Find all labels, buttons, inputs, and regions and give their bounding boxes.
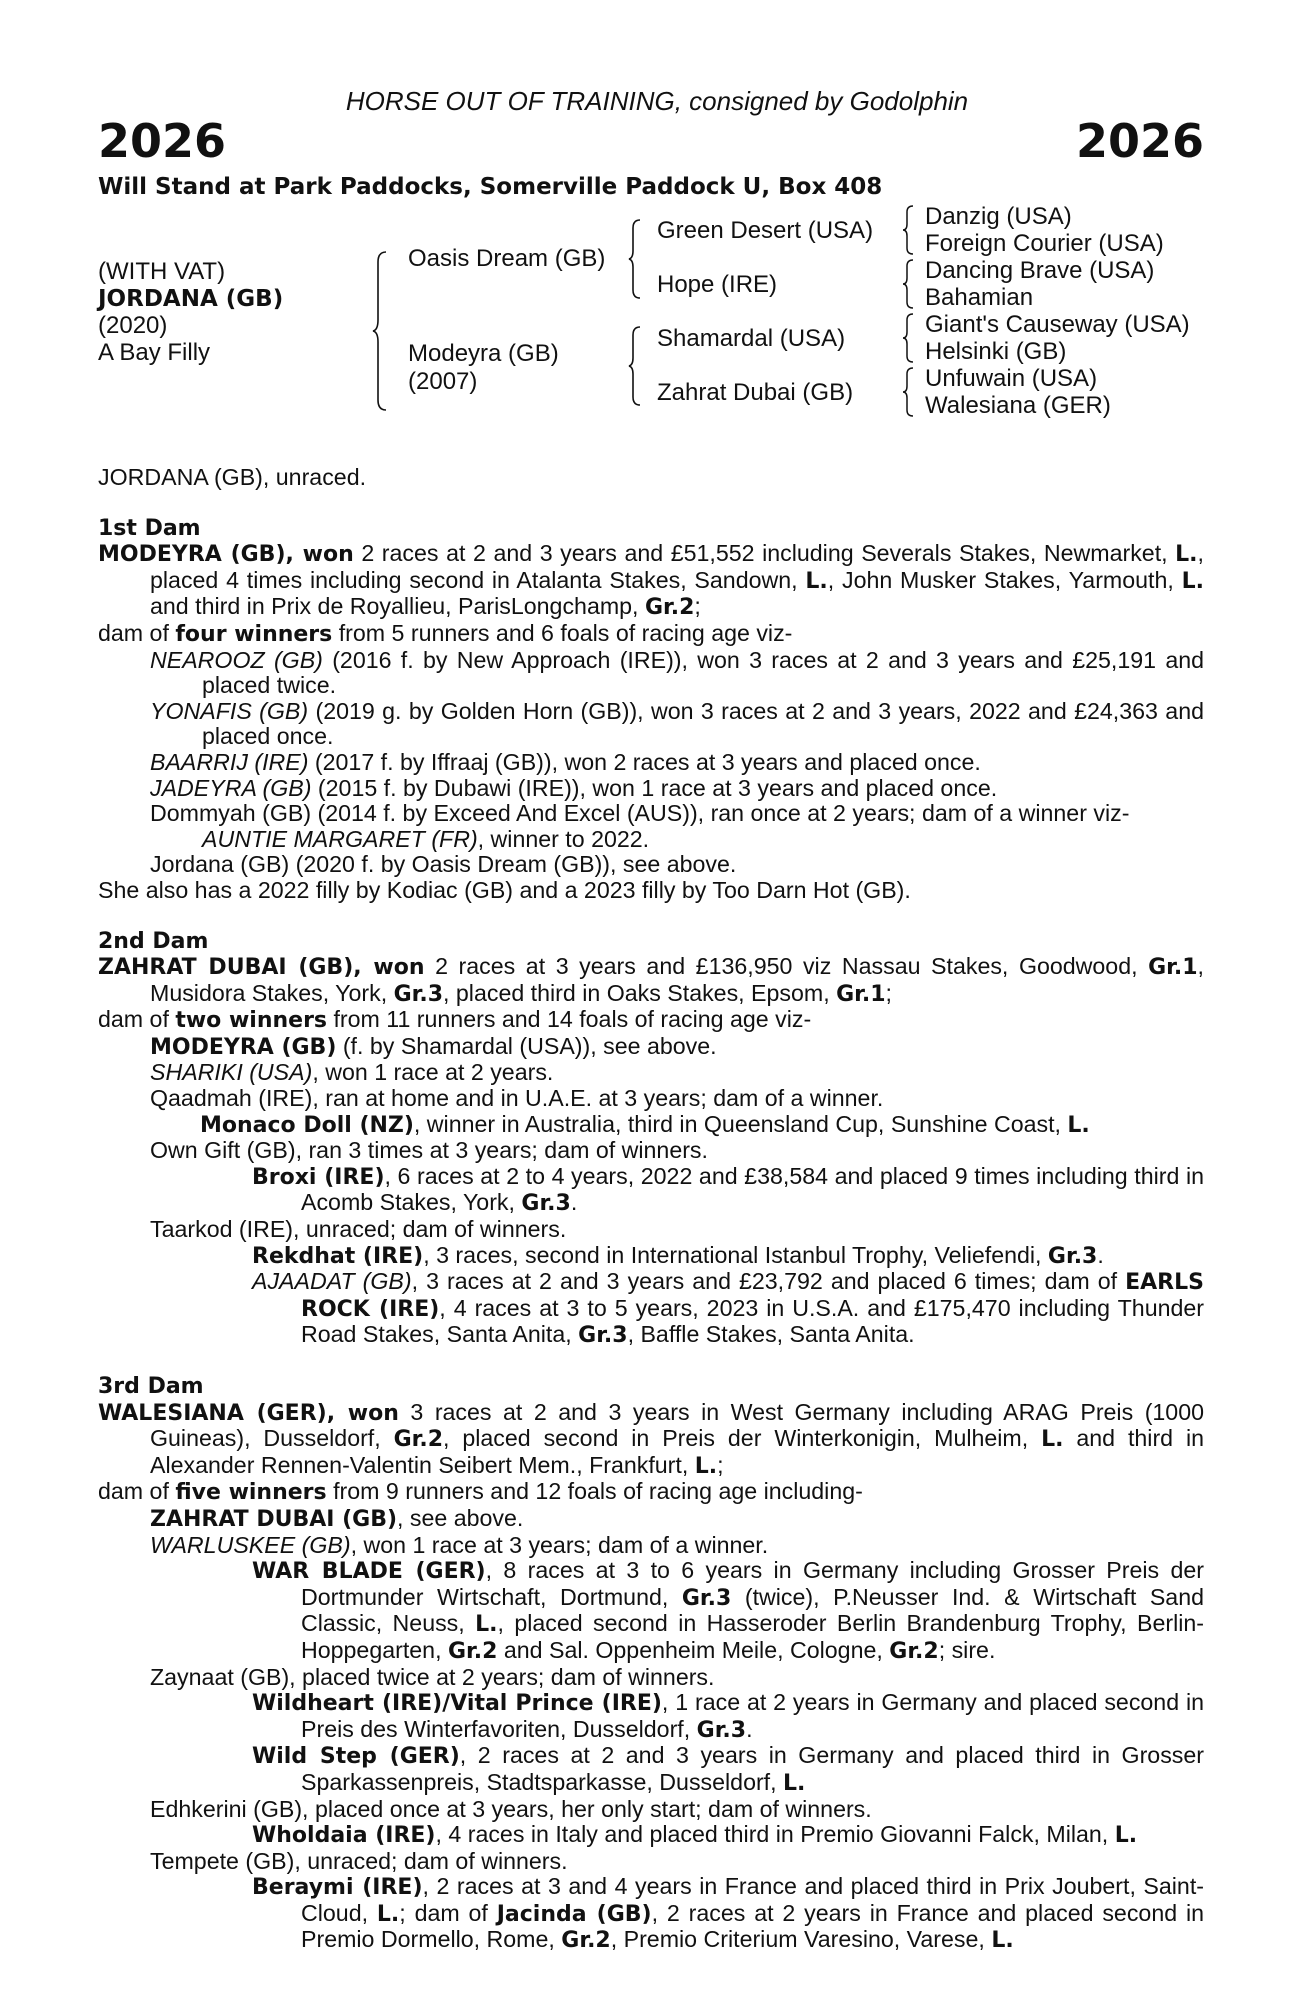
- dam-name: ZAHRAT DUBAI (GB): [98, 955, 354, 981]
- record-text: from 11 runners and 14 foals of racing age viz-: [327, 1006, 812, 1033]
- pedigree-brace-gen1: [372, 250, 390, 412]
- dam-name: MODEYRA (GB): [98, 542, 286, 568]
- listed-badge: L.: [1181, 568, 1204, 594]
- record-text: and third in Alexander Rennen-Valentin Seibert Mem., Frankfurt,: [150, 1425, 1205, 1478]
- listed-badge: L.: [376, 1901, 400, 1927]
- third-dam-heading: 3rd Dam: [98, 1374, 204, 1399]
- listed-badge: L.: [1041, 1427, 1064, 1453]
- produce-entry: [98, 1533, 1204, 1559]
- produce-entry: [98, 776, 1204, 802]
- record-text: , 3 races, second in International Istanbul Trophy, Veliefendi,: [423, 1241, 1048, 1268]
- record-text: (twice), P.Neusser Ind. & Wirtschaft Sand Classic, Neuss,: [301, 1583, 1204, 1637]
- group-badge: Gr.2: [889, 1638, 939, 1664]
- second-dam-produce-summary: [98, 1007, 1204, 1034]
- record-text: (2017 f. by Iffraaj (GB)), won 2 races at 3 years and placed once.: [308, 748, 981, 775]
- group-badge: Gr.3: [578, 1323, 628, 1349]
- produce-grandchild: [98, 1243, 1204, 1270]
- produce-name: NEAROOZ (GB): [150, 646, 323, 673]
- record-text: ;: [717, 1451, 724, 1478]
- produce-entry: Tempete (GB), unraced; dam of winners.: [150, 1847, 568, 1874]
- produce-entry: Zaynaat (GB), placed twice at 2 years; dam of winners.: [150, 1663, 715, 1690]
- record-text: , won 1 race at 2 years.: [312, 1059, 554, 1086]
- produce-name: Wild Step (GER): [252, 1744, 460, 1770]
- winners-count: four winners: [175, 621, 333, 647]
- produce-grandchild: [98, 827, 1204, 853]
- produce-name: SHARIKI (USA): [150, 1059, 313, 1086]
- produce-entry: [98, 1506, 1204, 1533]
- record-text: 3 races at 2 and 3 years in West Germany including ARAG Preis (1000 Guineas), Dusseldorf,: [150, 1398, 1204, 1452]
- group-badge: Gr.3: [696, 1717, 747, 1743]
- group-badge: Gr.2: [447, 1638, 498, 1664]
- record-text: , 6 races at 2 to 4 years, 2022 and £38,584 and placed 9 times including third in Acomb Stakes, York,: [301, 1162, 1205, 1216]
- pedigree-brace-dd: [902, 366, 916, 418]
- winners-count: five winners: [175, 1480, 327, 1506]
- group-badge: Gr.3: [681, 1585, 732, 1611]
- listed-badge: L.: [475, 1612, 498, 1638]
- record-text: .: [746, 1715, 753, 1742]
- produce-grandchild: [98, 1690, 1204, 1743]
- consignment-line: HORSE OUT OF TRAINING, consigned by Godolphin: [345, 86, 969, 116]
- record-text: dam of: [98, 619, 176, 646]
- record-text: , winner to 2022.: [477, 825, 650, 852]
- pedigree-gen3-1: Danzig (USA): [925, 203, 1072, 230]
- group-badge: Gr.2: [393, 1427, 444, 1453]
- horse-description: A Bay Filly: [98, 339, 211, 366]
- produce-name: Wildheart (IRE)/Vital Prince (IRE): [252, 1691, 662, 1717]
- record-text: dam of: [98, 1006, 176, 1033]
- produce-grandchild: [98, 1164, 1204, 1217]
- record-text: , placed third in Oaks Stakes, Epsom,: [443, 979, 837, 1006]
- record-text: ;: [694, 593, 701, 620]
- pedigree-dam-dam: Zahrat Dubai (GB): [657, 379, 854, 406]
- pedigree-brace-ds: [902, 312, 916, 364]
- produce-name: EARLS ROCK (IRE): [301, 1270, 1204, 1322]
- listed-badge: L.: [991, 1928, 1014, 1954]
- record-text: , John Musker Stakes, Yarmouth,: [827, 566, 1182, 593]
- produce-name: BAARRIJ (IRE): [150, 748, 309, 775]
- produce-name: Monaco Doll (NZ): [200, 1112, 414, 1138]
- record-text: ;: [885, 979, 892, 1006]
- won-label: , won: [353, 955, 425, 981]
- third-dam-produce-summary: [98, 1479, 1204, 1506]
- lot-number-right: 2026: [1075, 114, 1204, 168]
- record-text: .: [570, 1189, 578, 1216]
- record-text: and Sal. Oppenheim Meile, Cologne,: [497, 1636, 890, 1663]
- first-dam-record: [98, 541, 1204, 621]
- produce-grandchild: [98, 1269, 1204, 1349]
- produce-entry: [98, 750, 1204, 776]
- pedigree-dam-sire: Shamardal (USA): [657, 325, 846, 352]
- winners-count: two winners: [175, 1008, 328, 1034]
- record-text: , 4 races at 3 to 5 years, 2023 in U.S.A. and £175,470 including Thunder Road Stakes, Santa Anita,: [301, 1294, 1204, 1348]
- record-text: ; sire.: [938, 1636, 996, 1663]
- first-dam-heading: 1st Dam: [98, 515, 201, 541]
- vat-note: (WITH VAT): [98, 258, 226, 285]
- produce-name: AJAADAT (GB): [252, 1268, 412, 1295]
- record-text: (2015 f. by Dubawi (IRE)), won 1 race at 3 years and placed once.: [311, 774, 998, 801]
- produce-name: Jacinda (GB): [496, 1901, 652, 1927]
- pedigree-gen3-3: Dancing Brave (USA): [925, 257, 1155, 284]
- catalogue-text: [98, 465, 1204, 1954]
- record-text: , Musidora Stakes, York,: [150, 953, 1204, 1006]
- produce-grandchild: [98, 1112, 1204, 1139]
- listed-badge: L.: [694, 1453, 718, 1479]
- produce-grandchild: [98, 1822, 1204, 1849]
- group-badge: Gr.3: [521, 1191, 571, 1217]
- second-dam-record: [98, 954, 1204, 1007]
- record-text: (2016 f. by New Approach (IRE)), won 3 races at 2 and 3 years and £25,191 and placed twice.: [202, 646, 1205, 699]
- second-dam-heading: 2nd Dam: [98, 928, 209, 954]
- third-dam-record: [98, 1400, 1204, 1480]
- group-badge: Gr.1: [836, 981, 886, 1007]
- pedigree-dam: Modeyra (GB): [408, 340, 559, 367]
- record-text: , 2 races at 2 years in France and placed second in Premio Dormello, Rome,: [301, 1899, 1205, 1953]
- produce-name: AUNTIE MARGARET (FR): [202, 825, 478, 852]
- produce-name: Rekdhat (IRE): [252, 1243, 424, 1269]
- produce-name: Wholdaia (IRE): [252, 1823, 436, 1849]
- first-dam-produce-summary: [98, 621, 1204, 648]
- produce-entry: Jordana (GB) (2020 f. by Oasis Dream (GB)), see above.: [150, 851, 737, 878]
- pedigree-brace-sd: [902, 258, 916, 310]
- record-text: from 9 runners and 12 foals of racing age including-: [326, 1478, 863, 1505]
- pedigree-gen3-8: Walesiana (GER): [925, 392, 1111, 419]
- pedigree-brace-ss: [902, 204, 916, 256]
- record-text: , 3 races at 2 and 3 years and £23,792 and placed 6 times; dam of: [411, 1268, 1126, 1295]
- produce-entry: [98, 699, 1204, 750]
- record-text: , placed 4 times including second in Atalanta Stakes, Sandown,: [150, 540, 1204, 593]
- pedigree-sire: Oasis Dream (GB): [408, 245, 606, 272]
- first-dam-younger-foals: She also has a 2022 filly by Kodiac (GB) and a 2023 filly by Too Darn Hot (GB).: [98, 876, 911, 903]
- produce-entry: [98, 648, 1204, 699]
- produce-name: Beraymi (IRE): [252, 1875, 423, 1901]
- record-text: , Baffle Stakes, Santa Anita.: [627, 1321, 915, 1348]
- produce-name: JADEYRA (GB): [150, 774, 312, 801]
- record-text: , 2 races at 3 and 4 years in France and placed third in Prix Joubert, Saint-Cloud,: [301, 1873, 1204, 1926]
- stabling-location: Will Stand at Park Paddocks, Somerville Paddock U, Box 408: [98, 174, 883, 200]
- produce-name: ZAHRAT DUBAI (GB): [150, 1506, 398, 1532]
- produce-grandchild: [98, 1874, 1204, 1954]
- pedigree-brace-sire: [628, 218, 644, 300]
- produce-entry: Qaadmah (IRE), ran at home and in U.A.E. at 3 years; dam of a winner.: [150, 1085, 884, 1112]
- group-badge: Gr.1: [1148, 955, 1198, 981]
- pedigree-gen3-7: Unfuwain (USA): [925, 365, 1098, 392]
- pedigree-gen3-2: Foreign Courier (USA): [925, 230, 1164, 257]
- record-text: from 5 runners and 6 foals of racing age viz-: [332, 619, 793, 646]
- produce-entry: Taarkod (IRE), unraced; dam of winners.: [150, 1216, 567, 1243]
- produce-grandchild: [98, 1743, 1204, 1796]
- group-badge: Gr.3: [1047, 1243, 1098, 1269]
- record-text: , 8 races at 3 to 6 years in Germany including Grosser Preis der Dortmunder Wirtschaft, Dortmund,: [301, 1557, 1204, 1610]
- record-text: (2019 g. by Golden Horn (GB)), won 3 races at 2 and 3 years, 2022 and £24,363 and placed once.: [202, 697, 1204, 750]
- record-text: , 2 races at 2 and 3 years in Germany and placed third in Grosser Sparkassenpreis, Stadtsparkasse, Dusseldorf,: [301, 1742, 1204, 1795]
- group-badge: Gr.3: [393, 981, 444, 1007]
- produce-entry: [98, 1060, 1204, 1086]
- record-text: ; dam of: [399, 1899, 497, 1926]
- horse-name: JORDANA (GB): [98, 286, 284, 312]
- listed-badge: L.: [1175, 542, 1198, 568]
- record-text: , won 1 race at 3 years; dam of a winner.: [350, 1531, 769, 1558]
- listed-badge: L.: [1067, 1112, 1090, 1138]
- pedigree-sire-dam: Hope (IRE): [657, 271, 778, 298]
- dam-name: WALESIANA (GER): [98, 1400, 327, 1426]
- won-label: , won: [285, 542, 354, 568]
- record-text: 2 races at 2 and 3 years and £51,552 including Severals Stakes, Newmarket,: [353, 540, 1176, 567]
- listed-badge: L.: [805, 568, 828, 594]
- pedigree-gen3-6: Helsinki (GB): [925, 338, 1067, 365]
- produce-entry: Own Gift (GB), ran 3 times at 3 years; dam of winners.: [150, 1137, 708, 1164]
- record-text: , see above.: [397, 1504, 524, 1531]
- record-text: , placed second in Hasseroder Berlin Brandenburg Trophy, Berlin-Hoppegarten,: [301, 1610, 1204, 1663]
- pedigree-sire-sire: Green Desert (USA): [657, 217, 874, 244]
- pedigree-gen3-4: Bahamian: [925, 284, 1034, 311]
- won-label: , won: [326, 1400, 399, 1426]
- produce-entry: [98, 1034, 1204, 1061]
- pedigree-dam-year: (2007): [408, 368, 478, 395]
- listed-badge: L.: [1114, 1823, 1138, 1849]
- record-text: dam of: [98, 1478, 176, 1505]
- record-text: , placed second in Preis der Winterkonigin, Mulheim,: [443, 1425, 1042, 1452]
- produce-name: MODEYRA (GB): [150, 1034, 337, 1060]
- produce-name: Broxi (IRE): [252, 1164, 385, 1190]
- produce-grandchild: [98, 1558, 1204, 1664]
- produce-entry: Dommyah (GB) (2014 f. by Exceed And Excel (AUS)), ran once at 2 years; dam of a winner viz-: [150, 800, 1130, 827]
- record-text: (f. by Shamardal (USA)), see above.: [336, 1032, 717, 1059]
- listed-badge: L.: [783, 1770, 806, 1796]
- pedigree-brace-dam: [628, 325, 644, 407]
- record-text: 2 races at 3 years and £136,950 viz Nassau Stakes, Goodwood,: [424, 953, 1149, 980]
- group-badge: Gr.2: [561, 1928, 611, 1954]
- record-text: , Premio Criterium Varesino, Varese,: [610, 1926, 992, 1953]
- record-text: , winner in Australia, third in Queensland Cup, Sunshine Coast,: [413, 1110, 1068, 1137]
- lot-number-left: 2026: [98, 114, 227, 168]
- group-badge: Gr.2: [644, 595, 695, 621]
- produce-name: WAR BLADE (GER): [252, 1559, 486, 1585]
- record-text: and third in Prix de Royallieu, ParisLongchamp,: [150, 593, 645, 620]
- pedigree-gen3-5: Giant's Causeway (USA): [925, 311, 1190, 338]
- produce-name: WARLUSKEE (GB): [150, 1531, 351, 1558]
- horse-year: (2020): [98, 312, 168, 339]
- produce-name: YONAFIS (GB): [150, 697, 309, 724]
- record-text: , 4 races in Italy and placed third in Premio Giovanni Falck, Milan,: [435, 1821, 1115, 1848]
- horse-summary: JORDANA (GB), unraced.: [98, 464, 367, 490]
- record-text: .: [1097, 1241, 1104, 1268]
- record-text: , 1 race at 2 years in Germany and placed second in Preis des Winterfavoriten, Dusseldorf,: [301, 1689, 1205, 1742]
- produce-entry: Edhkerini (GB), placed once at 3 years, her only start; dam of winners.: [150, 1795, 872, 1822]
